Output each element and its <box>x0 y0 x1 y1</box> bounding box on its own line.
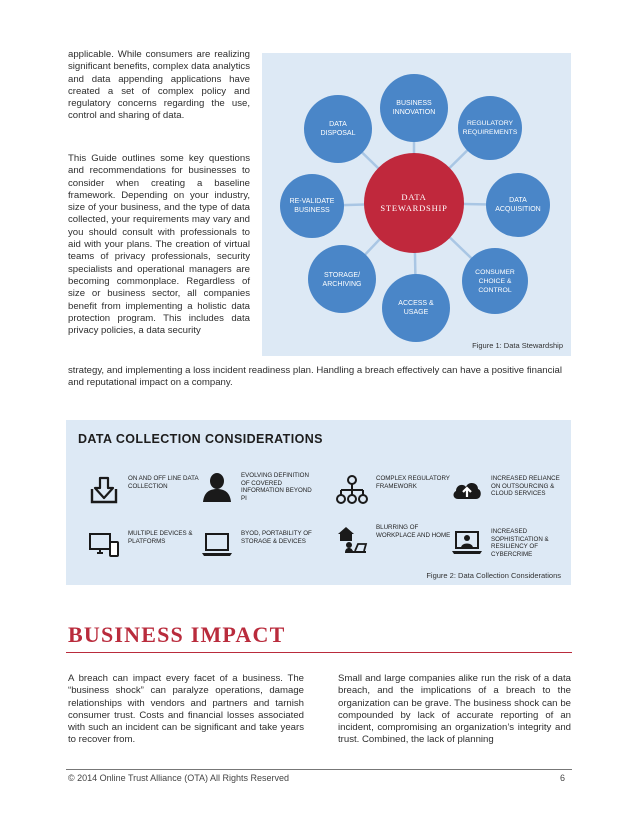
consideration-item <box>201 530 319 560</box>
node-label: ACQUISITION <box>495 206 541 213</box>
page-number: 6 <box>560 773 566 783</box>
consideration-item <box>201 472 319 502</box>
node-label: BUSINESS <box>396 100 432 107</box>
org-chart-icon <box>336 475 368 505</box>
consideration-item <box>88 530 206 560</box>
consideration-label: INCREASED SOPHISTICATION & RESILIENCY OF CYBERCRIME <box>491 528 549 558</box>
consideration-label: MULTIPLE DEVICES & PLATFORMS <box>128 530 193 545</box>
node-revalidate-business <box>280 174 344 238</box>
consideration-item <box>451 475 569 505</box>
section-divider <box>66 652 572 653</box>
section-title: BUSINESS IMPACT <box>68 622 286 647</box>
node-data-disposal <box>304 95 372 163</box>
node-label: USAGE <box>403 309 429 316</box>
cloud-upload-icon <box>451 475 483 505</box>
node-label: DATA <box>509 197 527 204</box>
node-storage-archiving <box>308 245 376 313</box>
node-label: CONSUMER <box>475 269 515 276</box>
consideration-label: INCREASED RELIANCE ON OUTSOURCING & CLOUD SERVICES <box>491 475 560 498</box>
node-label: DISPOSAL <box>320 130 356 137</box>
figure-1-caption: Figure 1: Data Stewardship <box>472 341 563 350</box>
node-label: CONTROL <box>478 287 512 294</box>
guide-paragraph: This Guide outlines some key questions and recommendations for businesses to consider when creating a baseline framework. Depending on your industry, size of your business, and the type of data collected, your requirements may vary and you should consult with professionals to aid with your plans. The creation of virtual teams of privacy professionals, security specialists and operational managers are becoming commonplace. Regardless of size or business sector, all companies benefit from implementing a holistic data protection program. This includes data privacy policies, a data security <box>68 153 250 337</box>
business-impact-paragraph-left: A breach can impact every facet of a business. The “business shock” can paralyze operations, damage relationships with vendors and partners and tarnish consumer trust. Costs and financial losses associated with such an incident can be significant and take years to recover from. <box>68 673 304 746</box>
node-label: INNOVATION <box>392 109 436 116</box>
node-business-innovation <box>380 74 448 142</box>
figure-2-title: DATA COLLECTION CONSIDERATIONS <box>78 432 323 446</box>
node-label: REGULATORY <box>466 120 514 127</box>
node-access-usage <box>382 274 450 342</box>
center-label: STEWARDSHIP <box>380 203 448 213</box>
laptop-icon <box>201 530 233 560</box>
consideration-item <box>88 475 206 505</box>
consideration-label: COMPLEX REGULATORY FRAMEWORK <box>376 475 450 490</box>
person-icon <box>201 472 233 502</box>
consideration-label: ON AND OFF LINE DATA COLLECTION <box>128 475 199 490</box>
node-label: DATA <box>329 121 347 128</box>
footer-copyright: © 2014 Online Trust Alliance (OTA) All Rights Reserved <box>68 773 290 783</box>
node-label: CHOICE & <box>478 278 512 285</box>
consideration-label: EVOLVING DEFINITION OF COVERED INFORMATION BEYOND PI <box>241 472 312 502</box>
download-icon <box>88 475 120 505</box>
consideration-item <box>336 524 454 554</box>
hacker-icon <box>451 528 483 558</box>
node-label: REQUIREMENTS <box>462 129 518 136</box>
node-consumer-choice-control <box>462 248 528 314</box>
data-stewardship-diagram <box>262 53 571 356</box>
intro-paragraph: applicable. While consumers are realizing significant benefits, complex data analytics and data appending applications have created a set of complex policy and regulatory concerns regarding the use, control and sharing of data. <box>68 49 250 122</box>
node-label: BUSINESS <box>294 207 330 214</box>
consideration-item <box>336 475 454 505</box>
guide-paragraph-continued: strategy, and implementing a loss incident readiness plan. Handling a breach effectively can have a positive financial and reputational impact on a company. <box>68 365 563 389</box>
node-data-stewardship-center <box>364 153 464 253</box>
node-label: STORAGE/ <box>323 272 361 279</box>
node-label: ARCHIVING <box>322 281 362 288</box>
consideration-item <box>451 528 569 558</box>
figure-2-caption: Figure 2: Data Collection Considerations <box>426 571 561 580</box>
node-label: ACCESS & <box>398 300 434 307</box>
node-regulatory-requirements <box>458 96 522 160</box>
consideration-label: BLURRING OF WORKPLACE AND HOME <box>376 524 451 539</box>
node-label: RE-VALIDATE <box>289 198 335 205</box>
data-stewardship-figure <box>262 53 571 356</box>
business-impact-paragraph-right: Small and large companies alike run the risk of a data breach, and the implications of a breach to the organization can be grave. The business shock can be compounded by lack of accurate reporting of an incident, compromising an organization’s integrity and trust. Combined, the lack of planning <box>338 673 571 746</box>
consideration-label: BYOD, PORTABILITY OF STORAGE & DEVICES <box>241 530 312 545</box>
center-label: DATA <box>401 192 427 202</box>
devices-icon <box>88 530 120 560</box>
footer-divider <box>66 769 572 770</box>
home-worker-icon <box>336 524 368 554</box>
node-data-acquisition <box>486 173 550 237</box>
data-collection-figure <box>66 420 571 585</box>
